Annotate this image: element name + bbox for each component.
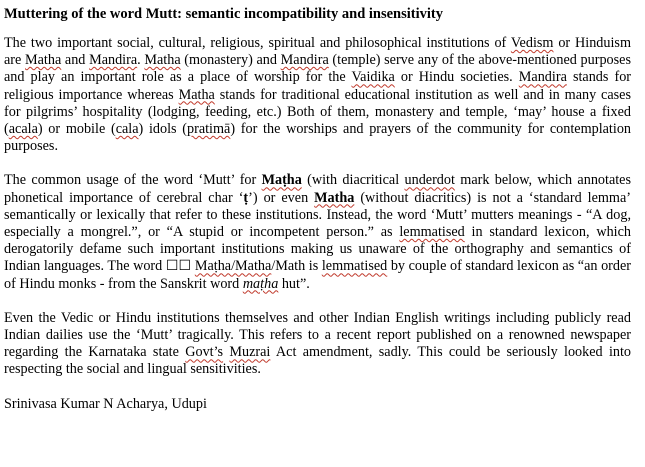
text-run: Mandira [518,69,567,86]
text-run: maṭha [242,275,279,292]
text-run: in standard lexicon, which derogatorily defame such important institutions making us unaware of the orthography and semantics of Indian languages. The word ☐☐ [4,224,632,275]
text-run: Vaidika [351,69,395,86]
text-run: The two important social, cultural, religious, spiritual and philosophical institutions of [4,35,511,51]
text-run: /Math is [271,258,322,275]
text-run: (monastery) and [180,52,281,69]
text-run: Vedism [510,35,554,51]
text-run: Matha [314,189,355,206]
text-run: (temple) serve any of the above-mentioned purposes and play an important role as a place of worship for the [4,52,631,86]
text-run: ) idols ( [138,121,187,138]
author-signature: Srinivasa Kumar N Acharya, Udupi [4,395,207,412]
article-title: Muttering of the word Mutt: semantic incompatibility and insensitivity [4,6,444,22]
text-run: lemmatised [321,258,388,275]
text-run: lemmatised [399,224,465,241]
text-run: Act amendment, sadly. This could be seriously looked into respecting the social and lingual sensitivities. [4,344,632,378]
text-run: The common usage of the word ‘Mutt’ for [4,172,262,189]
text-run: stands for traditional educational institution as well and in many cases for pilgrims’ hospitality (lodging, feeding, etc.) Both of them, monastery and temple, ‘may’ house a fixed ( [4,86,631,138]
text-run: underdot [404,172,455,189]
text-run: . [137,52,145,69]
text-run: Maṭha [261,172,302,189]
text-run: or Hinduism are [4,35,631,69]
text-run: (with diacritical [301,172,405,189]
text-run: Matha [178,86,215,103]
text-run: pratimā [187,121,231,138]
paragraph-3 [4,310,631,379]
paragraph-1 [4,35,631,155]
text-run: acala [8,121,38,138]
text-run: hut”. [278,275,310,292]
text-run: Govt’s [185,344,224,361]
text-run: Even the Vedic or Hindu institutions themselves and other Indian English writings including publicly read Indian dailies use the ‘Mutt’ tragically. This refers to a recent report published on a renowned newspaper regarding the Karnataka state [4,309,631,361]
article-body [4,35,631,379]
text-run: ) or mobile ( [37,121,116,138]
text-run: by couple of standard lexicon as “an order of Hindu monks - from the Sanskrit word [4,258,632,292]
text-run: Mandira [89,52,138,69]
text-run: Muzrai [229,344,271,361]
text-run: ’) or even [248,189,315,206]
text-run: Matha [25,52,62,69]
text-run: mark below, which annotates phonetical importance of cerebral char ‘ [4,172,632,206]
text-run: cala [115,121,139,138]
paragraph-2 [4,172,631,292]
text-run: ṭ [243,189,249,206]
text-run: Mandira [280,52,329,69]
text-run: Matha [144,52,181,69]
text-run: (without diacritics) is not a ‘standard lemma’ semantically or lexically that refer to these institutions. Instead, the word ‘Mutt’ mutters meanings - “A dog, especially a mongrel.”, or “A stupid or incompetent person.” as [4,189,631,241]
text-run: or Hindu societies. [394,69,519,86]
text-run: Maṭha/Matha [194,258,272,275]
text-run: ) for the worships and prayers of the community for contemplation purposes. [4,121,632,155]
text-run: stands for religious importance whereas [4,69,632,103]
text-run: and [61,52,90,69]
